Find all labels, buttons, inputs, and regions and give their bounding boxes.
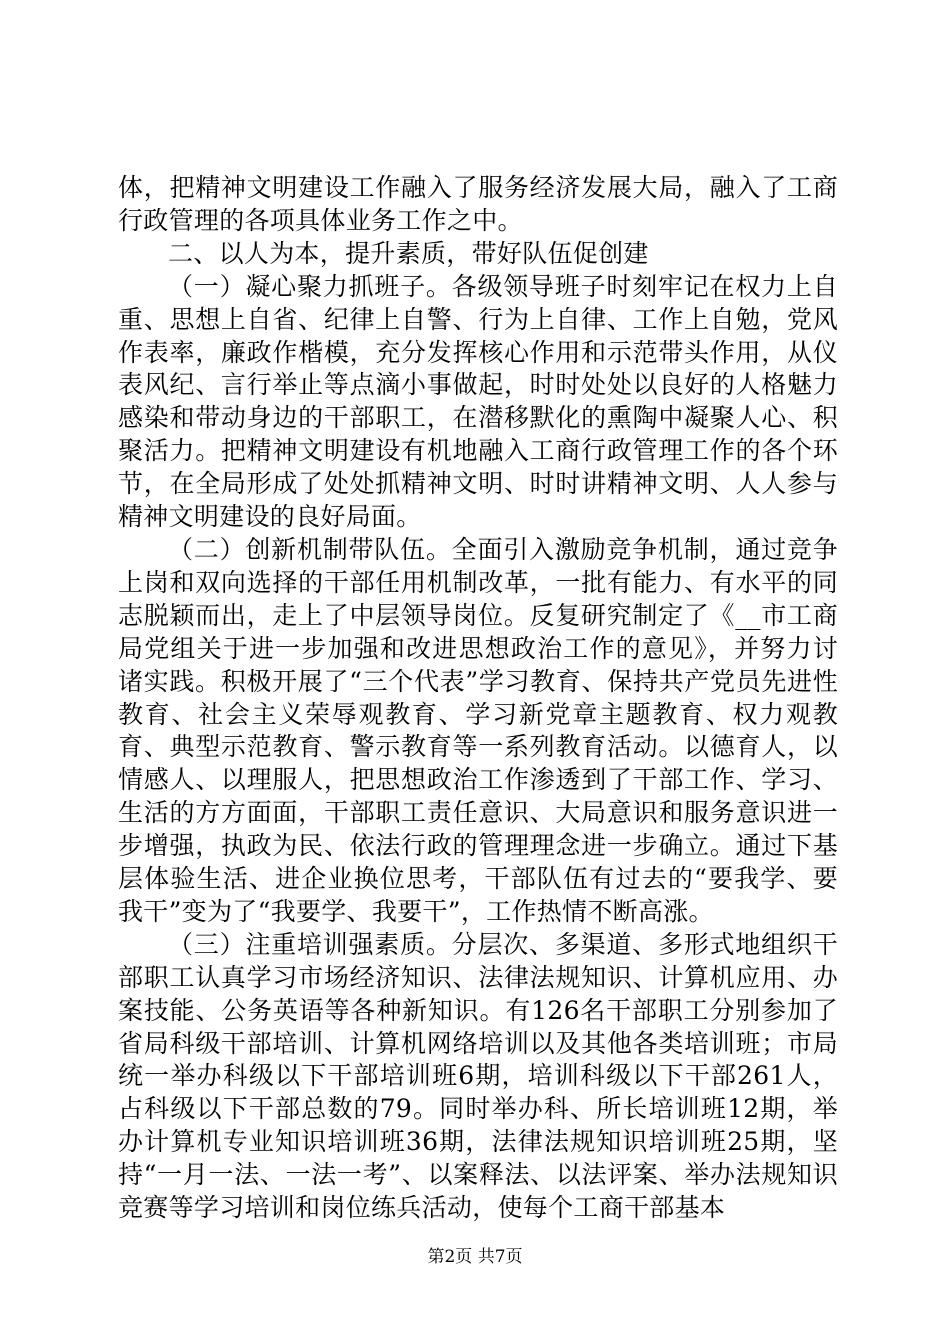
paragraph-leadership: （一）凝心聚力抓班子。各级领导班子时刻牢记在权力上自重、思想上自省、纪律上自警、行为上自律、工作上自勉，党风作表率，廉政作楷模，充分发挥核心作用和示范带头作用，从仪表风纪、言行举止等点滴小事做起，时时处处以良好的人格魅力感染和带动身边的干部职工，在潜移默化的熏陶中凝聚人心、积聚活力。把精神文明建设有机地融入工商行政管理工作的各个环节，在全局形成了处处抓精神文明、时时讲精神文明、人人参与精神文明建设的良好局面。 (118, 271, 838, 532)
paragraph-continuation: 体，把精神文明建设工作融入了服务经济发展大局，融入了工商行政管理的各项具体业务工作之中。 (118, 173, 838, 235)
paragraph-mechanism: （二）创新机制带队伍。全面引入激励竞争机制，通过竞争上岗和双向选择的干部任用机制改革，一批有能力、有水平的同志脱颖而出，走上了中层领导岗位。反复研究制定了《__市工商局党组关于进一步加强和改进思想政治工作的意见》，并努力讨诸实践。积极开展了“三个代表”学习教育、保持共产党员先进性教育、社会主义荣辱观教育、学习新党章主题教育、权力观教育、典型示范教育、警示教育等一系列教育活动。以德育人，以情感人、以理服人，把思想政治工作渗透到了干部工作、学习、生活的方方面面，干部职工责任意识、大局意识和服务意识进一步增强，执政为民、依法行政的管理理念进一步确立。通过下基层体验生活、进企业换位思考，干部队伍有过去的“要我学、要我干”变为了“我要学、我要干”，工作热情不断高涨。 (118, 534, 838, 926)
page-footer: 第2页 共7页 (427, 1247, 523, 1267)
document-body (118, 172, 838, 1225)
section-heading: 二、以人为本，提升素质，带好队伍促创建 (168, 238, 649, 268)
paragraph-training: （三）注重培训强素质。分层次、多渠道、多形式地组织干部职工认真学习市场经济知识、法律法规知识、计算机应用、办案技能、公务英语等各种新知识。有126名干部职工分别参加了省局科级干部培训、计算机网络培训以及其他各类培训班；市局统一举办科级以下干部培训班6期，培训科级以下干部261人，占科级以下干部总数的79。同时举办科、所长培训班12期，举办计算机专业知识培训班36期，法律法规知识培训班25期，坚持“一月一法、一法一考”、以案释法、以法评案、举办法规知识竞赛等学习培训和岗位练兵活动，使每个工商干部基本 (118, 929, 838, 1223)
